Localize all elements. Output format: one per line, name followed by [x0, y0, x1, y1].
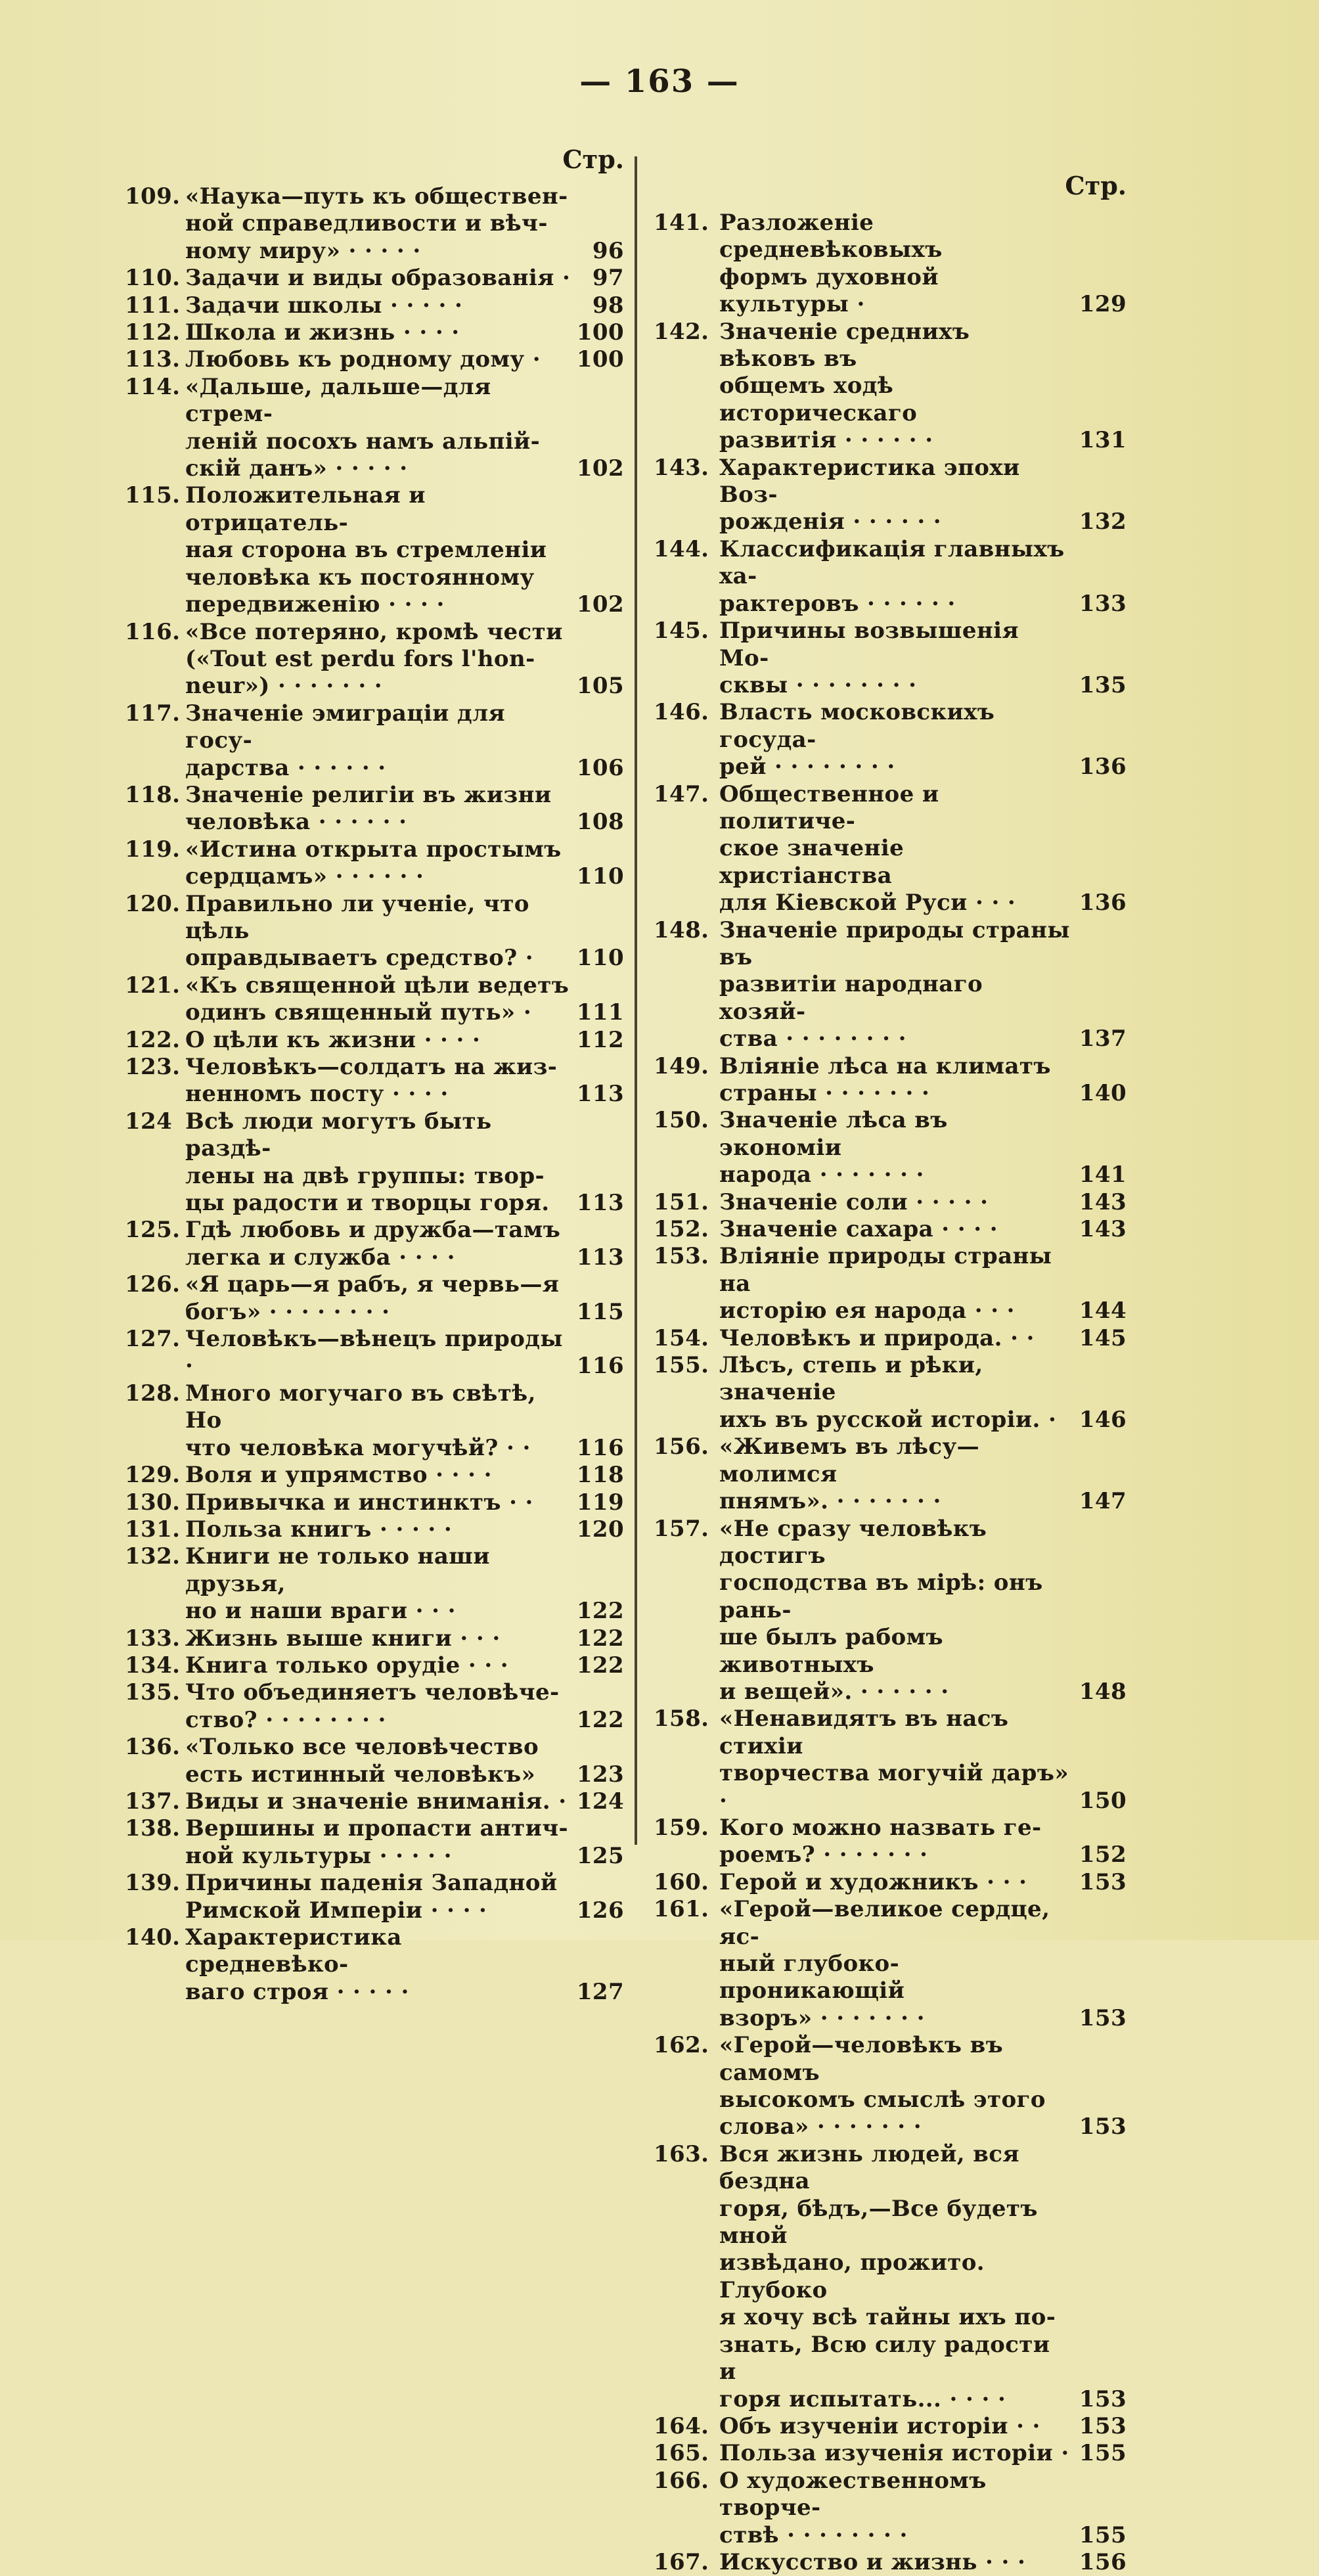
entry-number: 128. — [125, 1380, 181, 1407]
toc-list-right — [654, 210, 1127, 2576]
entry-page: 108 — [576, 809, 624, 836]
toc-entry — [654, 1434, 1127, 1515]
entry-page: 118 — [576, 1462, 624, 1489]
entry-number: 125. — [125, 1217, 181, 1244]
entry-number: 151. — [654, 1188, 709, 1215]
entry-page: 153 — [1079, 2113, 1127, 2140]
entry-page: 141 — [1079, 1162, 1127, 1188]
entry-page: 155 — [1079, 2440, 1127, 2467]
entry-page: 119 — [576, 1489, 624, 1516]
toc-entry — [125, 1380, 624, 1462]
entry-page: 136 — [1079, 890, 1127, 916]
entry-title: Задачи школы · · · · · — [185, 292, 463, 319]
entry-page: 125 — [576, 1842, 624, 1869]
entry-page: 106 — [576, 754, 624, 781]
entry-number: 142. — [654, 318, 709, 345]
entry-page: 122 — [576, 1652, 624, 1679]
entry-page: 116 — [576, 1434, 624, 1461]
entry-page: 140 — [1079, 1080, 1127, 1106]
entry-page: 153 — [1079, 2004, 1127, 2031]
entry-number: 122. — [125, 1026, 181, 1053]
toc-entry — [654, 2032, 1127, 2141]
entry-number: 126. — [125, 1271, 181, 1298]
entry-number: 156. — [654, 1434, 709, 1460]
entry-number: 152. — [654, 1216, 709, 1243]
entry-title: Воля и упрямство · · · · — [185, 1462, 492, 1489]
entry-page: 120 — [576, 1516, 624, 1543]
entry-page: 131 — [1079, 427, 1127, 454]
entry-title: Значеніе сахара · · · · — [719, 1216, 998, 1243]
entry-title: Общественное и политиче- ское значеніе христіанства для Кіевской Руси · · · — [719, 780, 1016, 916]
entry-number: 137. — [125, 1788, 181, 1815]
entry-number: 161. — [654, 1896, 709, 1923]
entry-page: 137 — [1079, 1026, 1127, 1052]
entry-page: 123 — [576, 1761, 624, 1788]
entry-page: 122 — [576, 1625, 624, 1652]
entry-number: 146. — [654, 699, 709, 726]
entry-number: 154. — [654, 1324, 709, 1351]
entry-title: Задачи и виды образованія · — [185, 265, 571, 292]
entry-title: Классификація главныхъ ха- рактеровъ · · · · · · — [719, 535, 1065, 617]
entry-title: «Не сразу человѣкъ достигъ господства въ мірѣ: онъ рань- ше былъ рабомъ животныхъ и вещей». · · · · · · — [719, 1515, 1043, 1705]
entry-page: 127 — [576, 1978, 624, 2005]
entry-title: Книга только орудіе · · · — [185, 1652, 509, 1679]
toc-entry — [654, 1053, 1127, 1108]
toc-entry — [125, 1054, 624, 1108]
entry-page: 155 — [1079, 2521, 1127, 2548]
entry-title: Вся жизнь людей, вся бездна горя, бѣдъ,—Все будетъ мной извѣдано, прожито. Глубоко я хочу всѣ тайны ихъ по- знать, Всю силу радости и горя испытать... · · · · — [719, 2140, 1056, 2412]
entry-number: 115. — [125, 482, 181, 509]
entry-page: 153 — [1079, 1868, 1127, 1895]
entry-number: 148. — [654, 916, 709, 943]
toc-entry — [125, 1027, 624, 1054]
entry-page: 144 — [1079, 1298, 1127, 1324]
entry-title: Правильно ли ученіе, что цѣль оправдываетъ средство? · — [185, 890, 534, 972]
entry-number: 111. — [125, 292, 181, 319]
entry-number: 127. — [125, 1326, 181, 1353]
entry-number: 150. — [654, 1107, 709, 1134]
toc-entry — [654, 2141, 1127, 2413]
entry-title: Гдѣ любовь и дружба—тамъ легка и служба · · · · — [185, 1217, 561, 1271]
entry-page: 153 — [1079, 2412, 1127, 2439]
entry-title: О художественномъ творче- ствѣ · · · · · · · · — [719, 2467, 987, 2548]
toc-entry — [654, 536, 1127, 618]
toc-entry — [125, 1108, 624, 1217]
entry-title: Что объединяетъ человѣче- ство? · · · · · · · · — [185, 1679, 560, 1733]
toc-entry — [125, 1217, 624, 1271]
entry-number: 124 — [125, 1108, 173, 1135]
toc-entry — [654, 1107, 1127, 1188]
entry-title: Разложеніе средневѣковыхъ формъ духовной культуры · — [719, 210, 943, 318]
entry-page: 110 — [576, 945, 624, 972]
toc-entry — [654, 1706, 1127, 1815]
entry-title: Польза книгъ · · · · · — [185, 1516, 453, 1543]
entry-page: 111 — [576, 999, 624, 1026]
entry-number: 160. — [654, 1868, 709, 1895]
entry-title: «Все потеряно, кромѣ чести («Tout est perdu fors l'hon- neur») · · · · · · · — [185, 618, 563, 700]
entry-page: 113 — [576, 1244, 624, 1271]
entry-page: 143 — [1079, 1216, 1127, 1243]
entry-title: Жизнь выше книги · · · — [185, 1625, 501, 1652]
entry-number: 149. — [654, 1052, 709, 1079]
entry-title: «Я царь—я рабъ, я червь—я богъ» · · · · · · · · — [185, 1271, 560, 1325]
page-number: — 163 — — [579, 63, 740, 100]
toc-entry — [125, 1652, 624, 1679]
entry-page: 112 — [576, 1026, 624, 1053]
toc-entry — [125, 346, 624, 373]
entry-number: 143. — [654, 454, 709, 481]
toc-entry — [125, 1543, 624, 1625]
entry-title: Книги не только наши друзья, но и наши враги · · · — [185, 1543, 490, 1625]
entry-number: 133. — [125, 1625, 181, 1652]
entry-number: 112. — [125, 319, 181, 346]
entry-title: Положительная и отрицатель- ная сторона въ стремленіи человѣка къ постоянному передвиженію · · · · — [185, 482, 547, 618]
entry-title: Власть московскихъ госуда- рей · · · · · · · · — [719, 699, 995, 780]
toc-entry — [125, 1462, 624, 1489]
toc-list-left — [125, 183, 624, 2006]
toc-entry — [654, 2549, 1127, 2576]
entry-number: 135. — [125, 1679, 181, 1706]
entry-number: 116. — [125, 618, 181, 645]
entry-page: 116 — [576, 1353, 624, 1380]
entry-number: 113. — [125, 346, 181, 373]
entry-page: 148 — [1079, 1678, 1127, 1705]
entry-page: 146 — [1079, 1406, 1127, 1433]
entry-title: Вліяніе природы страны на исторію ея народа · · · — [719, 1243, 1052, 1324]
toc-entry — [654, 1243, 1127, 1324]
entry-title: Виды и значеніе вниманія. · — [185, 1788, 567, 1815]
toc-entry — [654, 917, 1127, 1053]
entry-number: 119. — [125, 836, 181, 863]
entry-number: 131. — [125, 1516, 181, 1543]
entry-page: 122 — [576, 1706, 624, 1733]
entry-number: 157. — [654, 1515, 709, 1542]
entry-title: Человѣкъ—вѣнецъ природы · — [185, 1326, 563, 1380]
toc-entry — [125, 1489, 624, 1516]
toc-entry — [125, 1625, 624, 1652]
entry-title: Герой и художникъ · · · — [719, 1868, 1027, 1895]
entry-title: Кого можно назвать ге- роемъ? · · · · · · · — [719, 1814, 1042, 1868]
entry-title: Значеніе религіи въ жизни человѣка · · · · · · — [185, 781, 552, 836]
toc-entry — [654, 1896, 1127, 2032]
entry-page: 133 — [1079, 590, 1127, 617]
entry-title: Значеніе соли · · · · · — [719, 1188, 989, 1215]
entry-title: «Герой—великое сердце, яс- ный глубоко-проникающій взоръ» · · · · · · · — [719, 1896, 1050, 2031]
entry-title: Причины возвышенія Мо- сквы · · · · · · · · — [719, 618, 1019, 698]
toc-entry — [125, 183, 624, 265]
toc-entry — [125, 1679, 624, 1734]
toc-entry — [654, 781, 1127, 917]
entry-title: Характеристика эпохи Воз- рожденія · · · · · · — [719, 454, 1020, 535]
entry-number: 167. — [654, 2548, 709, 2575]
entry-title: Много могучаго въ свѣтѣ, Но что человѣка могучѣй? · · — [185, 1380, 536, 1461]
toc-entry — [654, 455, 1127, 536]
entry-number: 117. — [125, 700, 181, 727]
entry-title: Значеніе природы страны въ развитіи народнаго хозяй- ства · · · · · · · · — [719, 916, 1070, 1052]
entry-title: Любовь къ родному дому · — [185, 346, 541, 373]
toc-entry — [654, 210, 1127, 319]
entry-title: Лѣсъ, степь и рѣки, значеніе ихъ въ русской исторіи. · — [719, 1352, 1057, 1433]
toc-entry — [654, 618, 1127, 699]
toc-entry — [654, 2413, 1127, 2440]
entry-number: 166. — [654, 2467, 709, 2494]
entry-title: Вліяніе лѣса на климатъ страны · · · · · · · — [719, 1052, 1051, 1106]
entry-number: 162. — [654, 2032, 709, 2059]
column-header-right: Стр. — [1065, 171, 1127, 200]
entry-number: 118. — [125, 781, 181, 808]
toc-entry — [125, 1516, 624, 1543]
toc-entry — [125, 1734, 624, 1788]
entry-number: 114. — [125, 373, 181, 400]
entry-page: 147 — [1079, 1488, 1127, 1515]
entry-title: Человѣкъ и природа. · · — [719, 1324, 1035, 1351]
toc-entry — [654, 1516, 1127, 1706]
entry-page: 97 — [592, 265, 624, 292]
toc-entry — [125, 1326, 624, 1380]
entry-page: 105 — [576, 673, 624, 700]
entry-number: 121. — [125, 972, 181, 999]
entry-page: 96 — [592, 237, 624, 264]
entry-page: 152 — [1079, 1842, 1127, 1868]
entry-number: 138. — [125, 1815, 181, 1842]
entry-number: 134. — [125, 1652, 181, 1679]
entry-title: О цѣли къ жизни · · · · — [185, 1026, 481, 1053]
entry-page: 100 — [576, 346, 624, 373]
entry-number: 155. — [654, 1352, 709, 1379]
toc-entry — [125, 265, 624, 292]
entry-title: Искусство и жизнь · · · — [719, 2548, 1026, 2575]
toc-entry — [654, 699, 1127, 780]
toc-entry — [654, 1869, 1127, 1896]
entry-page: 143 — [1079, 1188, 1127, 1215]
entry-title: «Живемъ въ лѣсу—молимся пнямъ». · · · · · · · — [719, 1434, 980, 1515]
toc-entry — [125, 319, 624, 346]
toc-entry — [654, 2440, 1127, 2467]
entry-number: 164. — [654, 2412, 709, 2439]
entry-title: «Дальше, дальше—для стрем- леній посохъ намъ альпій- скій данъ» · · · · · — [185, 373, 541, 482]
column-divider — [635, 156, 637, 1845]
entry-number: 158. — [654, 1706, 709, 1732]
entry-title: Объ изученіи исторіи · · — [719, 2412, 1040, 2439]
column-header-left: Стр. — [562, 145, 624, 174]
entry-number: 153. — [654, 1243, 709, 1270]
entry-title: Причины паденія Западной Римской Имперіи · · · · — [185, 1870, 558, 1924]
entry-page: 113 — [576, 1190, 624, 1217]
entry-page: 145 — [1079, 1324, 1127, 1351]
toc-entry — [125, 1815, 624, 1870]
entry-number: 132. — [125, 1543, 181, 1570]
toc-entry — [125, 482, 624, 618]
toc-entry — [125, 1924, 624, 2006]
entry-page: 115 — [576, 1298, 624, 1325]
entry-title: Значеніе эмиграціи для госу- дарства · · · · · · — [185, 700, 505, 781]
entry-number: 141. — [654, 210, 709, 236]
toc-entry — [654, 2468, 1127, 2549]
entry-title: Привычка и инстинктъ · · — [185, 1489, 533, 1516]
toc-entry — [654, 1815, 1127, 1869]
entry-page: 135 — [1079, 671, 1127, 698]
entry-number: 139. — [125, 1870, 181, 1897]
entry-title: Польза изученія исторіи · — [719, 2440, 1069, 2467]
entry-page: 153 — [1079, 2385, 1127, 2412]
toc-entry — [654, 1325, 1127, 1352]
entry-number: 145. — [654, 618, 709, 644]
entry-title: «Истина открыта простымъ сердцамъ» · · · · · · — [185, 836, 562, 890]
entry-number: 144. — [654, 535, 709, 562]
entry-page: 110 — [576, 863, 624, 890]
toc-entry — [125, 782, 624, 836]
entry-page: 126 — [576, 1897, 624, 1924]
toc-entry — [125, 836, 624, 891]
entry-page: 132 — [1079, 508, 1127, 535]
toc-entry — [125, 972, 624, 1027]
entry-title: «Герой—человѣкъ въ самомъ высокомъ смыслѣ этого слова» · · · · · · · — [719, 2032, 1046, 2140]
entry-title: Значеніе лѣса въ экономіи народа · · · · · · · — [719, 1107, 948, 1188]
entry-page: 113 — [576, 1081, 624, 1108]
entry-title: «Наука—путь къ обществен- ной справедливости и вѣч- ному миру» · · · · · — [185, 183, 568, 264]
toc-entry — [654, 1216, 1127, 1243]
entry-title: Вершины и пропасти антич- ной культуры · · · · · — [185, 1815, 569, 1869]
entry-page: 124 — [576, 1788, 624, 1815]
toc-column-left — [125, 145, 624, 2006]
entry-title: Человѣкъ—солдатъ на жиз- ненномъ посту · · · · — [185, 1054, 558, 1108]
entry-number: 140. — [125, 1924, 181, 1951]
entry-title: «Только все человѣчество есть истинный человѣкъ» — [185, 1734, 539, 1788]
entry-page: 156 — [1079, 2548, 1127, 2575]
toc-entry — [125, 374, 624, 483]
entry-page: 129 — [1079, 291, 1127, 318]
entry-number: 130. — [125, 1489, 181, 1516]
entry-title: «Ненавидятъ въ насъ стихіи творчества могучій даръ» · — [719, 1706, 1069, 1814]
toc-entry — [125, 891, 624, 972]
entry-number: 159. — [654, 1814, 709, 1841]
entry-number: 109. — [125, 183, 181, 210]
entry-number: 129. — [125, 1462, 181, 1489]
toc-entry — [125, 1870, 624, 1924]
toc-entry — [125, 292, 624, 319]
entry-number: 110. — [125, 265, 181, 292]
toc-entry — [125, 1271, 624, 1326]
entry-title: Значеніе среднихъ вѣковъ въ общемъ ходѣ историческаго развитія · · · · · · — [719, 318, 970, 454]
toc-entry — [125, 1788, 624, 1815]
entry-number: 136. — [125, 1734, 181, 1761]
entry-page: 102 — [576, 455, 624, 482]
toc-column-right — [654, 171, 1127, 2576]
toc-entry — [125, 619, 624, 700]
entry-page: 150 — [1079, 1787, 1127, 1814]
entry-number: 123. — [125, 1054, 181, 1080]
entry-number: 147. — [654, 780, 709, 807]
entry-page: 98 — [592, 292, 624, 319]
entry-title: «Къ священной цѣли ведетъ одинъ священный путь» · — [185, 972, 570, 1026]
entry-page: 136 — [1079, 754, 1127, 780]
entry-number: 165. — [654, 2440, 709, 2467]
entry-number: 163. — [654, 2140, 709, 2167]
entry-page: 102 — [576, 591, 624, 618]
entry-title: Школа и жизнь · · · · — [185, 319, 460, 346]
entry-title: Всѣ люди могутъ быть раздѣ- лены на двѣ группы: твор- цы радости и творцы горя. — [185, 1108, 550, 1217]
toc-entry — [654, 1189, 1127, 1216]
entry-number: 120. — [125, 890, 181, 917]
entry-page: 122 — [576, 1598, 624, 1625]
entry-title: Характеристика средневѣко- ваго строя · · · · · — [185, 1924, 409, 2005]
toc-entry — [654, 1352, 1127, 1434]
entry-page: 100 — [576, 319, 624, 346]
toc-entry — [125, 700, 624, 782]
toc-entry — [654, 319, 1127, 455]
